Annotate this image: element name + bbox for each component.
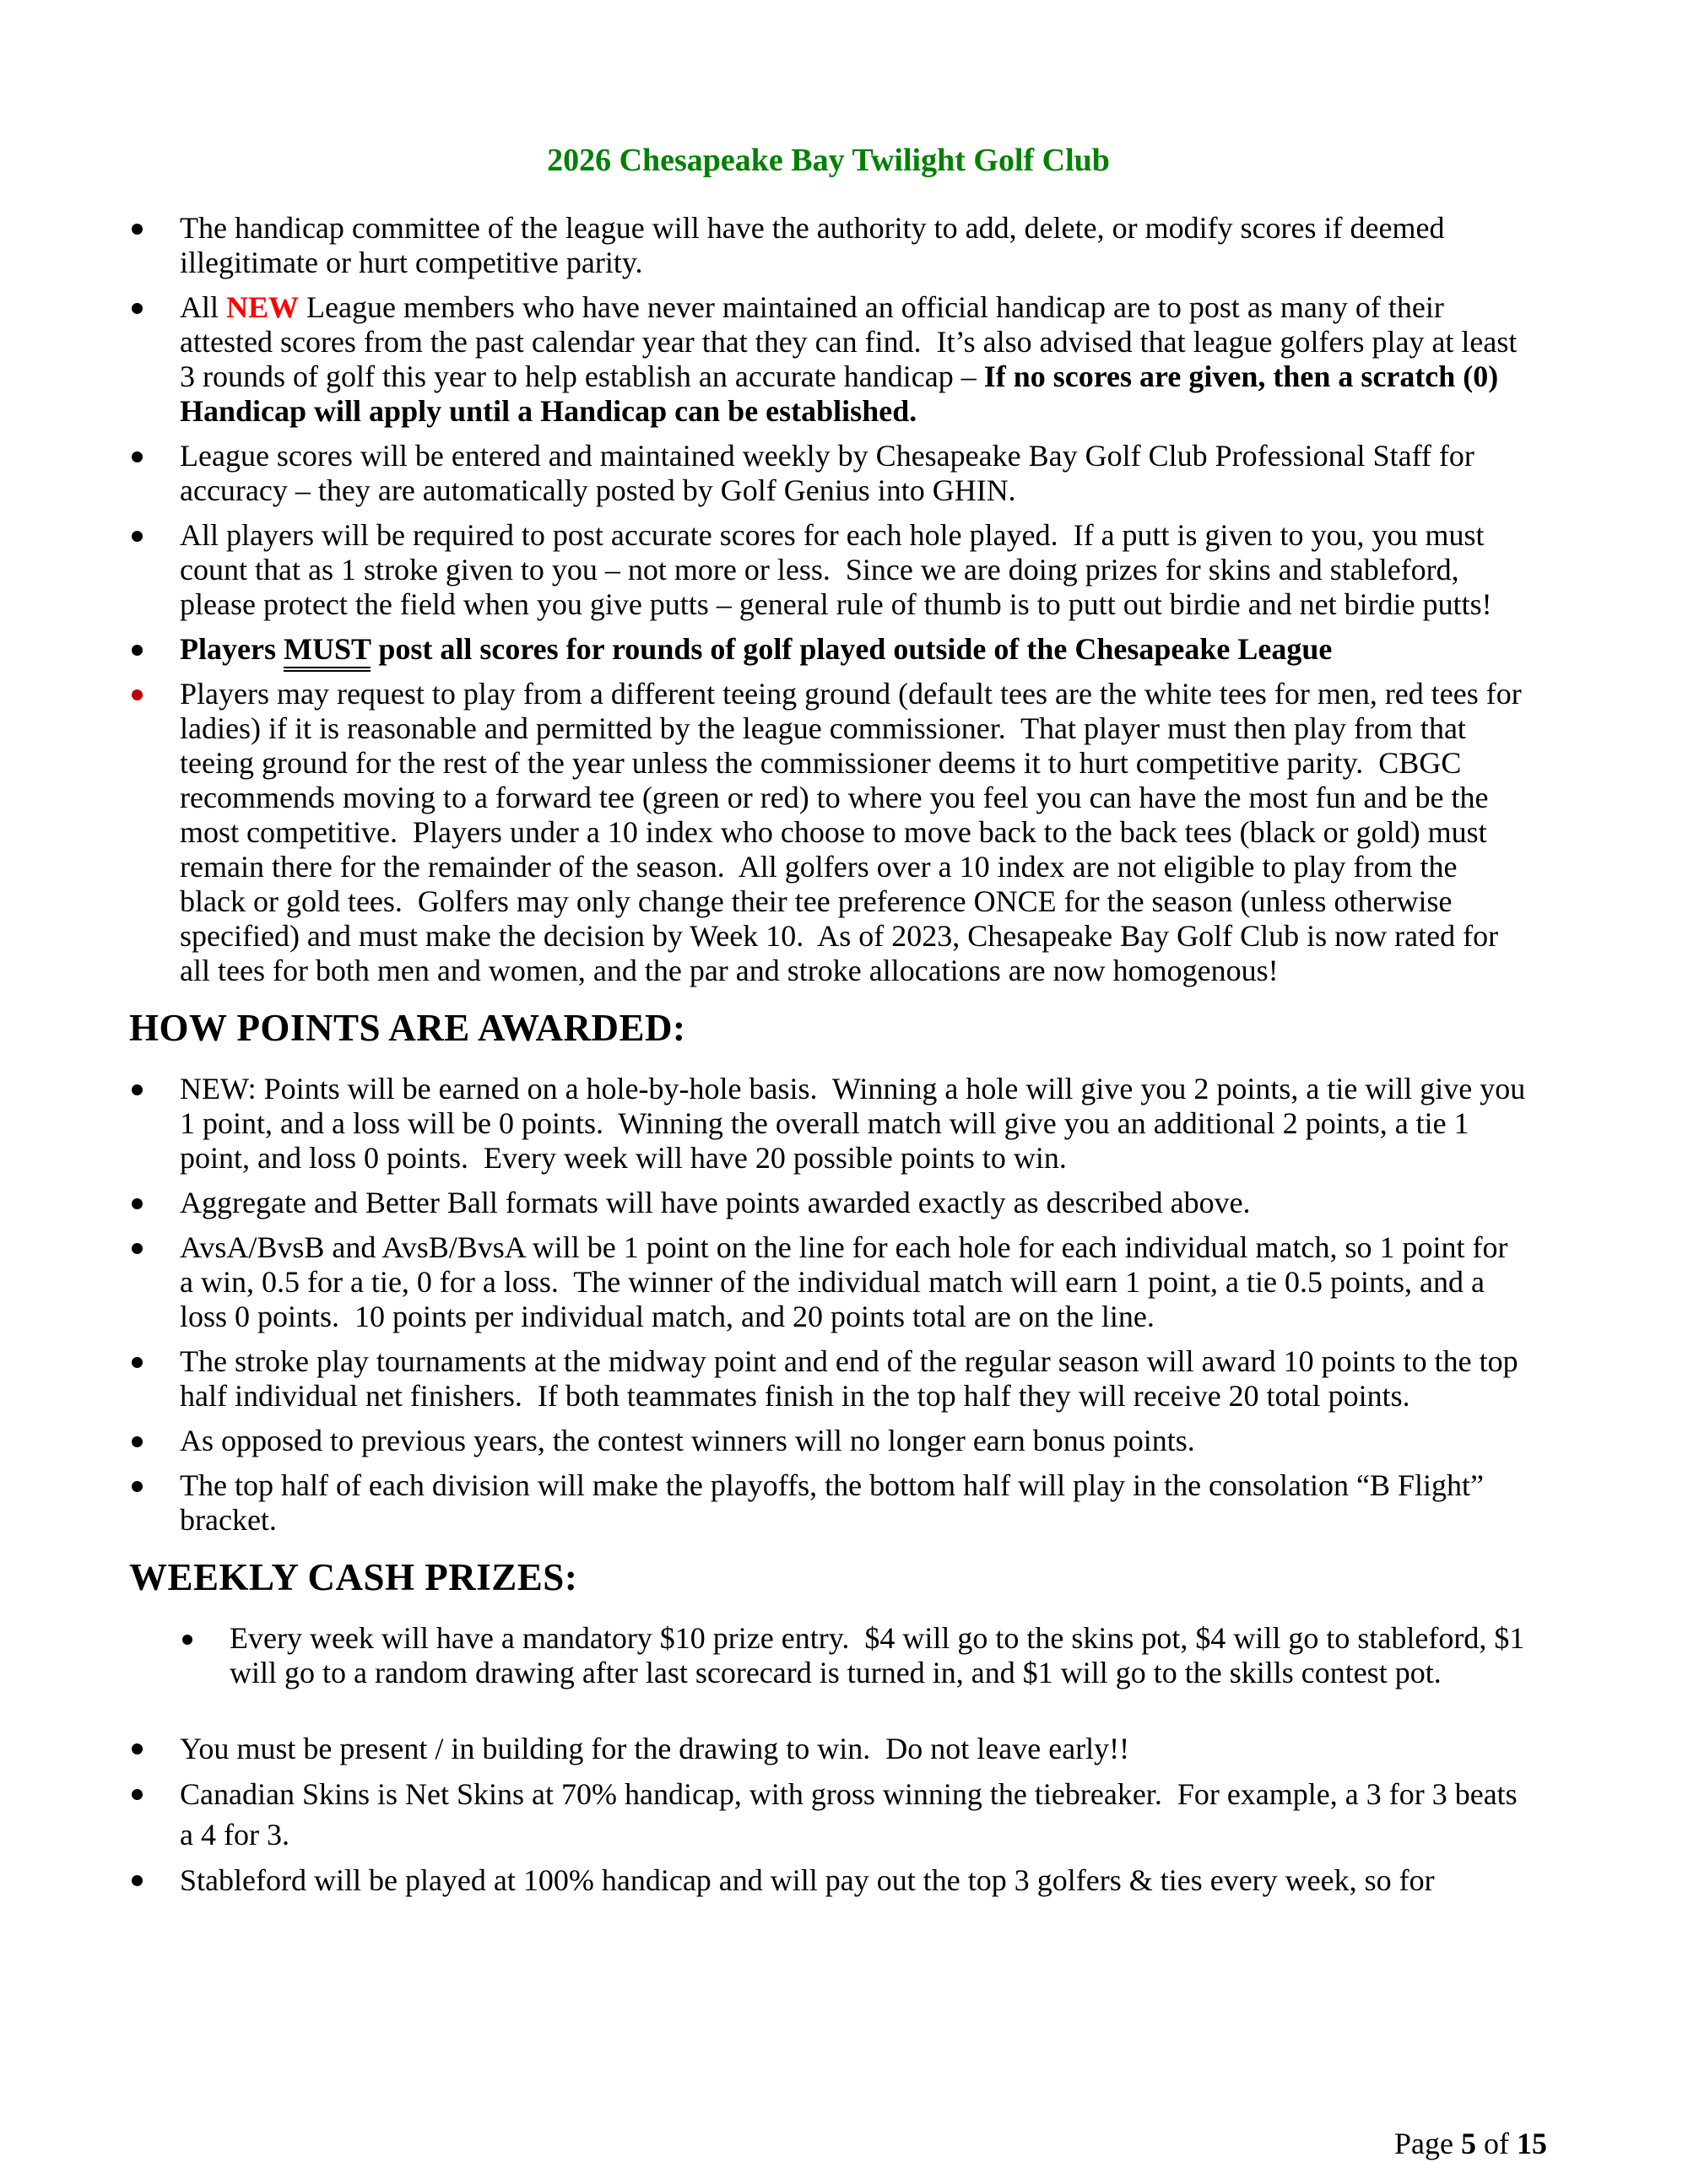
list-item [182,1621,1533,1690]
list-item [129,1344,1528,1414]
list-item [129,1424,1528,1458]
list-item [129,290,1528,429]
bold-text-segment: If no scores are given, then a scratch (0) Handicap will apply until a Handicap can be established. [180,359,1507,428]
list-item [129,1468,1528,1538]
text-segment: The stroke play tournaments at the midway point and end of the regular season will award 10 points to the top half individual net finishers. If both teammates finish in the top half they will receive 20 total points. [180,1344,1526,1413]
text-segment: Aggregate and Better Ball formats will have points awarded exactly as described above. [180,1186,1251,1219]
text-segment: League members who have never maintained an official handicap are to post as many of their attested scores from the past calendar year that they can find. It’s also advised that league golfers play at least 3 rounds of golf this year to help establish an accurate handicap – [180,290,1525,393]
text-segment: League scores will be entered and maintained weekly by Chesapeake Bay Golf Club Professional Staff for accuracy – they are automatically posted by Golf Genius into GHIN. [180,439,1482,507]
text-segment: The top half of each division will make the playoffs, the bottom half will play in the consolation “B Flight” bracket. [180,1468,1492,1537]
list-item [129,1774,1528,1855]
blank-line [129,1690,1528,1728]
list-item [129,677,1528,988]
list-item [129,1860,1528,1900]
document-body [129,211,1534,1900]
bullet-list [182,1621,1533,1690]
bullet-list [129,1072,1534,1538]
text-segment: Players may request to play from a different teeing ground (default tees are the white tees for men, red tees for ladies) if it is reasonable and permitted by the league commissioner. That player must then play from that teeing ground for the rest of the year unless the commissioner deems it to hurt competitive parity. CBGC recommends moving to a forward tee (green or red) to where you feel you can have the most fun and be the most competitive. Players under a 10 index who choose to move back to the back tees (black or gold) must remain there for the remainder of the season. All golfers over a 10 index are not eligible to play from the black or gold tees. Golfers may only change their tee preference ONCE for the season (unless otherwise specified) and must make the decision by Week 10. As of 2023, Chesapeake Bay Golf Club is now rated for all tees for both men and women, and the par and stroke allocations are now homogenous! [180,677,1529,987]
list-item [129,211,1528,280]
footer-label-of: of [1476,2127,1517,2160]
list-item [129,1230,1528,1334]
bullet-list [129,1728,1528,1900]
list-item [129,518,1528,622]
bold-text-segment: post all scores for rounds of golf played outside of the Chesapeake League [371,632,1333,666]
text-segment: NEW: Points will be earned on a hole-by-hole basis. Winning a hole will give you 2 points, a tie will give you 1 point, and a loss will be 0 points. Winning the overall match will give you an additional 2 points, a tie 1 point, and loss 0 points. Every week will have 20 possible points to win. [180,1072,1534,1175]
text-segment: Every week will have a mandatory $10 prize entry. $4 will go to the skins pot, $4 will go to stableford, $1 will go to a random drawing after last scorecard is turned in, and $1 will go to the skills contest pot. [230,1621,1533,1689]
footer-label-page: Page [1394,2127,1461,2160]
section-heading: HOW POINTS ARE AWARDED: [129,1007,686,1049]
text-segment: All players will be required to post accurate scores for each hole played. If a putt is given to you, you must count that as 1 stroke given to you – not more or less. Since we are doing prizes for skins and stableford, please protect the field when you give putts – general rule of thumb is to putt out birdie and net birdie putts! [180,518,1492,621]
list-item [129,1186,1528,1220]
underlined-must-text: MUST [284,632,371,672]
bullet-list [129,211,1528,988]
section-heading: WEEKLY CASH PRIZES: [129,1556,578,1598]
list-item [129,632,1528,667]
text-segment: You must be present / in building for the drawing to win. Do not leave early!! [180,1732,1130,1765]
list-item [129,1728,1528,1769]
text-segment: All [180,290,227,324]
text-segment: Stableford will be played at 100% handicap and will pay out the top 3 golfers & ties every week, so for [180,1863,1435,1897]
text-segment: The handicap committee of the league will have the authority to add, delete, or modify scores if deemed illegitimate or hurt competitive parity. [180,211,1453,279]
text-segment: Canadian Skins is Net Skins at 70% handicap, with gross winning the tiebreaker. For example, a 3 for 3 beats a 4 for 3. [180,1777,1525,1852]
highlight-new-text: NEW [226,290,300,324]
page-footer [1394,2125,1547,2162]
list-item [129,1072,1534,1176]
text-segment: As opposed to previous years, the contest winners will no longer earn bonus points. [180,1424,1195,1457]
text-segment: AvsA/BvsB and AvsB/BvsA will be 1 point on the line for each hole for each individual match, so 1 point for a win, 0.5 for a tie, 0 for a loss. The winner of the individual match will earn 1 point, a tie 0.5 points, and a loss 0 points. 10 points per individual match, and 20 points total are on the line. [180,1230,1516,1333]
footer-total-pages: 15 [1517,2127,1547,2160]
bold-text-segment: Players [180,632,284,666]
footer-page-number: 5 [1461,2127,1476,2160]
document-title: 2026 Chesapeake Bay Twilight Golf Club [547,143,1110,178]
list-item [129,439,1528,508]
